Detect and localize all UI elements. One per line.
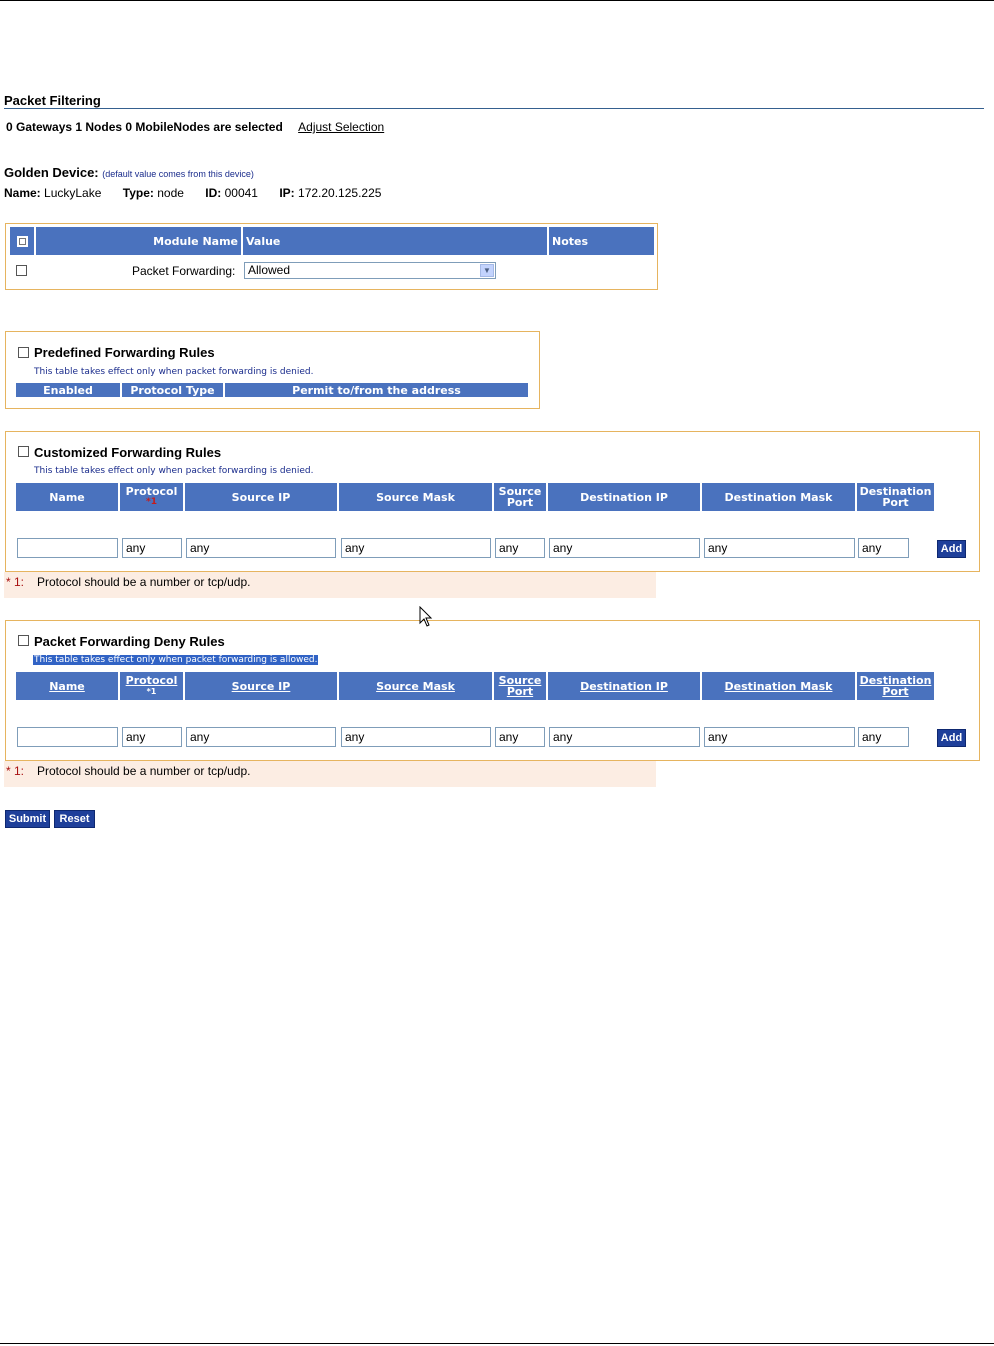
source-port-input[interactable]: any xyxy=(495,538,545,558)
source-port-header: Source Port xyxy=(494,483,546,511)
protocol-header-label: Protocol xyxy=(125,485,178,498)
predefined-rules-panel xyxy=(5,331,540,409)
selection-summary xyxy=(6,120,384,134)
destination-port-input[interactable]: any xyxy=(858,727,909,747)
destination-mask-input[interactable]: any xyxy=(704,727,855,747)
device-type: node xyxy=(157,186,184,200)
name-input[interactable] xyxy=(17,727,118,747)
golden-device-info xyxy=(4,186,399,200)
predefined-rules-title: Predefined Forwarding Rules xyxy=(34,345,215,360)
packet-forwarding-value: Allowed xyxy=(248,263,291,277)
permit-address-header: Permit to/from the address xyxy=(225,383,528,397)
destination-mask-input[interactable]: any xyxy=(704,538,855,558)
mouse-pointer-icon xyxy=(419,606,433,628)
golden-device-heading xyxy=(4,165,254,180)
customized-rules-title: Customized Forwarding Rules xyxy=(34,445,222,460)
value-header: Value xyxy=(243,227,547,255)
customized-footnote xyxy=(4,572,656,598)
ip-label: IP: xyxy=(279,186,295,200)
protocol-input[interactable]: any xyxy=(122,727,182,747)
packet-forwarding-checkbox[interactable] xyxy=(16,265,27,276)
footnote-text: Protocol should be a number or tcp/udp. xyxy=(37,575,251,589)
source-ip-input[interactable]: any xyxy=(186,727,336,747)
name-input[interactable] xyxy=(17,538,118,558)
deny-rules-note: This table takes effect only when packet forwarding is allowed. xyxy=(34,655,318,665)
name-header: Name xyxy=(16,672,118,700)
golden-device-hint: (default value comes from this device) xyxy=(102,169,254,179)
source-mask-header: Source Mask xyxy=(339,672,492,700)
source-mask-header: Source Mask xyxy=(339,483,492,511)
destination-ip-header: Destination IP xyxy=(548,672,700,700)
select-all-header xyxy=(10,227,34,255)
notes-header: Notes xyxy=(549,227,654,255)
packet-forwarding-label: Packet Forwarding: xyxy=(132,264,236,278)
packet-forwarding-select[interactable] xyxy=(244,262,496,279)
destination-port-input[interactable]: any xyxy=(858,538,909,558)
footnote-mark: * 1: xyxy=(6,575,25,589)
protocol-input[interactable]: any xyxy=(122,538,182,558)
chevron-down-icon[interactable]: ▼ xyxy=(480,264,494,277)
name-header: Name xyxy=(16,483,118,511)
add-customized-rule-button[interactable]: Add xyxy=(937,540,966,558)
reset-button[interactable]: Reset xyxy=(54,810,95,828)
customized-rules-note: This table takes effect only when packet forwarding is denied. xyxy=(34,466,314,476)
device-name: LuckyLake xyxy=(44,186,102,200)
name-label: Name: xyxy=(4,186,41,200)
predefined-rules-checkbox[interactable] xyxy=(18,347,29,358)
destination-ip-header: Destination IP xyxy=(548,483,700,511)
customized-rules-panel xyxy=(5,431,980,572)
deny-rules-panel xyxy=(5,620,980,761)
footnote-text: Protocol should be a number or tcp/udp. xyxy=(37,764,251,778)
selection-text: 0 Gateways 1 Nodes 0 MobileNodes are selected xyxy=(6,120,283,134)
protocol-header xyxy=(120,672,183,700)
destination-ip-input[interactable]: any xyxy=(549,727,700,747)
deny-footnote xyxy=(4,761,656,787)
device-ip: 172.20.125.225 xyxy=(298,186,382,200)
source-mask-input[interactable]: any xyxy=(341,727,491,747)
protocol-header-label: Protocol xyxy=(125,674,178,687)
protocol-header xyxy=(120,483,183,511)
adjust-selection-link[interactable]: Adjust Selection xyxy=(298,120,385,134)
protocol-footnote-ref: *1 xyxy=(146,687,157,696)
bottom-border xyxy=(0,1343,994,1344)
page-title: Packet Filtering xyxy=(4,93,101,108)
destination-port-header: Destination Port xyxy=(857,483,934,511)
module-table xyxy=(5,223,658,290)
golden-device-label: Golden Device: xyxy=(4,165,99,180)
footnote-mark: * 1: xyxy=(6,764,25,778)
source-port-header: Source Port xyxy=(494,672,546,700)
module-name-header: Module Name xyxy=(36,227,241,255)
deny-rules-title: Packet Forwarding Deny Rules xyxy=(34,634,225,649)
source-ip-input[interactable]: any xyxy=(186,538,336,558)
predefined-rules-note: This table takes effect only when packet forwarding is denied. xyxy=(34,367,314,377)
device-id: 00041 xyxy=(224,186,258,200)
protocol-footnote-ref: *1 xyxy=(146,497,157,507)
source-ip-header: Source IP xyxy=(185,672,337,700)
add-deny-rule-button[interactable]: Add xyxy=(937,729,966,747)
submit-button[interactable]: Submit xyxy=(5,810,50,828)
deny-rules-checkbox[interactable] xyxy=(18,635,29,646)
top-border xyxy=(0,0,994,1)
select-all-checkbox[interactable] xyxy=(17,236,28,247)
protocol-type-header: Protocol Type xyxy=(122,383,223,397)
destination-mask-header: Destination Mask xyxy=(702,672,855,700)
source-mask-input[interactable]: any xyxy=(341,538,491,558)
enabled-header: Enabled xyxy=(16,383,120,397)
source-ip-header: Source IP xyxy=(185,483,337,511)
destination-mask-header: Destination Mask xyxy=(702,483,855,511)
title-divider xyxy=(4,108,984,109)
destination-port-header: Destination Port xyxy=(857,672,934,700)
destination-ip-input[interactable]: any xyxy=(549,538,700,558)
id-label: ID: xyxy=(205,186,222,200)
customized-rules-checkbox[interactable] xyxy=(18,446,29,457)
type-label: Type: xyxy=(122,186,154,200)
source-port-input[interactable]: any xyxy=(495,727,545,747)
